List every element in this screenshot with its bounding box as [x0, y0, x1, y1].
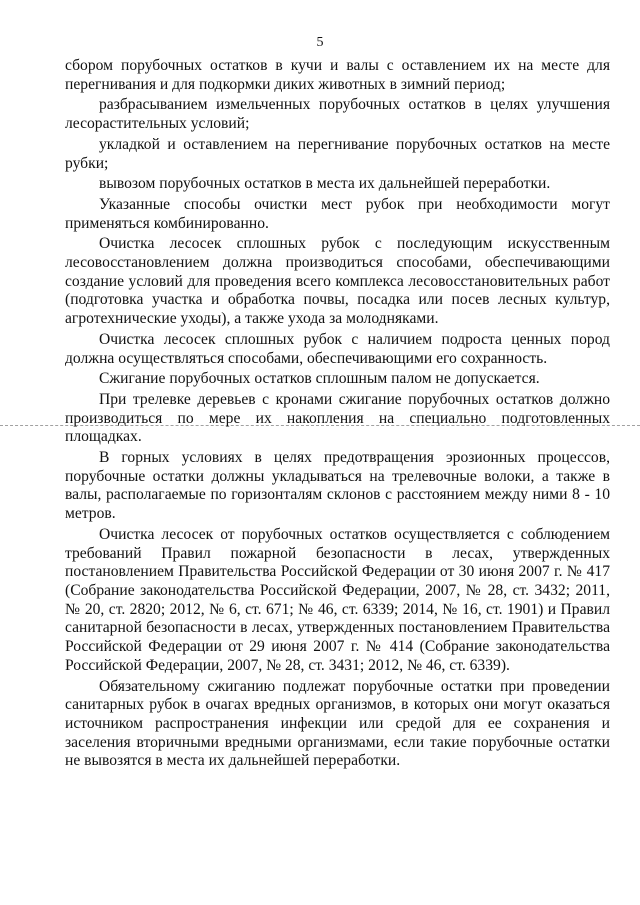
paragraph: Указанные способы очистки мест рубок при необходимости могут применяться комбинированно. [65, 195, 610, 232]
paragraph: разбрасыванием измельченных порубочных остатков в целях улучшения лесорастительных условий; [65, 96, 610, 133]
document-body [65, 57, 610, 773]
paragraph: Сжигание порубочных остатков сплошным палом не допускается. [99, 370, 540, 388]
paragraph: В горных условиях в целях предотвращения эрозионных процессов, порубочные остатки должны укладываться на трелевочные волоки, а также в валы, располагаемые по горизонталям склонов с расстоянием между ними 8 - 10 метров. [65, 449, 610, 523]
paragraph: Очистка лесосек сплошных рубок с последующим искусственным лесовосстановлением должна производиться способами, обеспечивающими создание условий для проведения всего комплекса лесовосстановительных работ (подготовка участка и обработка почвы, посадка или посев лесных культур, агротехнические уходы), а также ухода за молодняками. [65, 235, 610, 328]
paragraph: вывозом порубочных остатков в места их дальнейшей переработки. [99, 175, 551, 193]
paragraph: При трелевке деревьев с кронами сжигание порубочных остатков должно производиться по мере их накопления на специально подготовленных площадках. [65, 390, 610, 446]
page-number: 5 [316, 35, 324, 50]
paragraph: Очистка лесосек от порубочных остатков осуществляется с соблюдением требований Правил пожарной безопасности в лесах, утвержденных постановлением Правительства Российской Федерации от 30 июня 2007 г. № 417 (Собрание законодательства Российской Федерации, 2007, № 28, ст. 3432; 2011, № 20, ст. 2820; 2012, № 6, ст. 671; № 46, ст. 6339; 2014, № 16, ст. 1901) и Правил санитарной безопасности в лесах, утвержденных постановлением Правительства Российской Федерации от 29 июня 2007 г. № 414 (Собрание законодательства Российской Федерации, 2007, № 28, ст. 3431; 2012, № 46, ст. 6339). [65, 525, 610, 674]
paragraph: Обязательному сжиганию подлежат порубочные остатки при проведении санитарных рубок в очагах вредных организмов, в которых они могут оказаться источником распространения инфекции или средой для ее сохранения и заселения вторичными вредными организмами, если такие порубочные остатки не вывозятся в места их дальнейшей переработки. [65, 677, 610, 770]
paragraph: Очистка лесосек сплошных рубок с наличием подроста ценных пород должна осуществляться способами, обеспечивающими его сохранность. [65, 330, 610, 367]
paragraph: сбором порубочных остатков в кучи и валы с оставлением их на месте для перегнивания и для подкормки диких животных в зимний период; [65, 57, 610, 93]
paragraph: укладкой и оставлением на перегнивание порубочных остатков на месте рубки; [65, 135, 610, 172]
